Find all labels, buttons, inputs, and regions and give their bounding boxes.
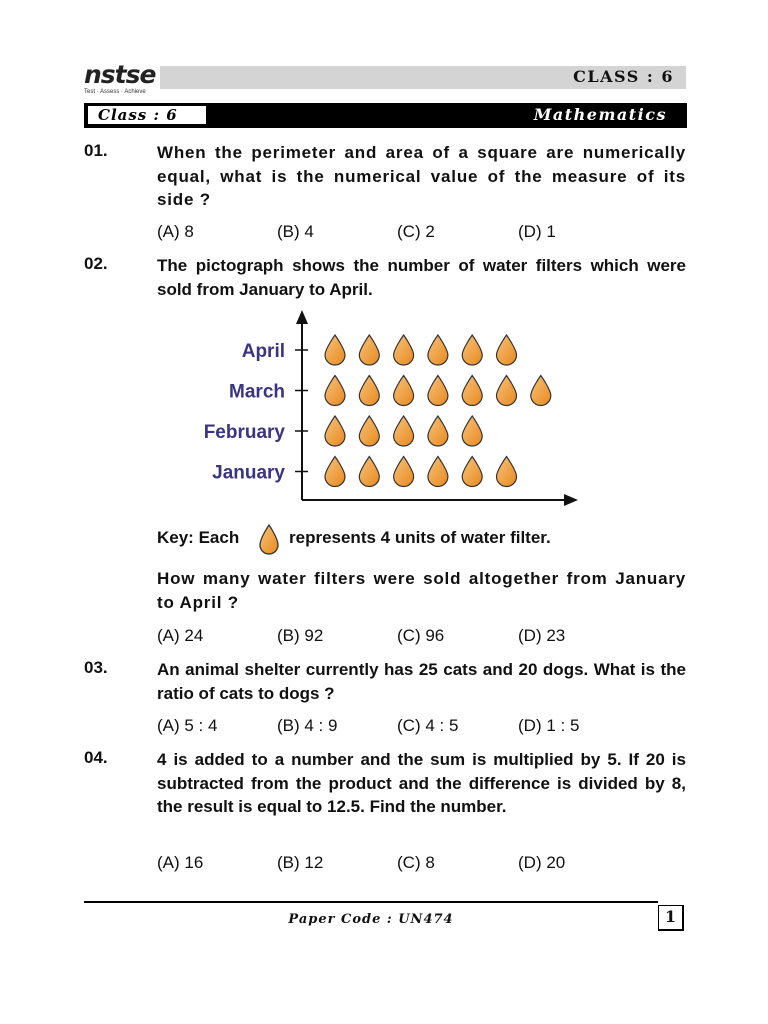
water-drop-icon (394, 376, 414, 406)
subject-title: Mathematics (533, 105, 667, 124)
option-b[interactable]: (B) 4 : 9 (277, 716, 338, 735)
question-number: 03. (84, 658, 108, 677)
class-box-label: Class : 6 (98, 106, 178, 124)
logo-text: nstse (84, 60, 156, 89)
water-drop-icon (325, 416, 345, 446)
option-c[interactable]: (C) 96 (397, 626, 445, 645)
option-a[interactable]: (A) 5 : 4 (157, 716, 218, 735)
water-drop-icon (359, 416, 379, 446)
question-text: The pictograph shows the number of water filters which were sold from January to April. (157, 256, 686, 299)
water-drop-icon (428, 416, 448, 446)
water-drop-icon (428, 335, 448, 365)
water-drop-icon (325, 457, 345, 487)
question-text: How many water filters were sold altogether from January to April ? (157, 569, 686, 612)
pictograph-chart (170, 300, 590, 515)
y-axis-arrow (296, 310, 308, 324)
key-row (157, 526, 686, 556)
option-d[interactable]: (D) 23 (518, 626, 566, 645)
question-text: An animal shelter currently has 25 cats and 20 dogs. What is the ratio of cats to dogs ? (157, 660, 686, 703)
water-drop-icon (497, 457, 517, 487)
water-drop-icon (394, 416, 414, 446)
key-prefix: Key: Each (157, 528, 240, 547)
category-label: January (212, 462, 285, 484)
class-box (87, 105, 207, 125)
option-b[interactable]: (B) 4 (277, 222, 314, 241)
category-label: March (229, 381, 285, 403)
water-drop-icon (462, 376, 482, 406)
water-drop-icon (325, 335, 345, 365)
question-text: 4 is added to a number and the sum is multiplied by 5. If 20 is subtracted from the product and the difference is divided by 8, the result is equal to 12.5. Find the number. (157, 750, 686, 816)
option-a[interactable]: (A) 16 (157, 853, 204, 872)
water-drop-icon (462, 457, 482, 487)
footer-divider (84, 901, 658, 903)
water-drop-icon (359, 457, 379, 487)
water-drop-icon (359, 335, 379, 365)
water-drop-icon (531, 376, 551, 406)
category-label: April (241, 341, 285, 362)
option-c[interactable]: (C) 2 (397, 222, 435, 241)
water-drop-icon (462, 335, 482, 365)
logo-tagline: Test · Assess · Achieve (84, 89, 146, 95)
key-suffix: represents 4 units of water filter. (289, 528, 551, 547)
option-b[interactable]: (B) 12 (277, 853, 324, 872)
water-drop-icon (325, 376, 345, 406)
option-a[interactable]: (A) 8 (157, 222, 194, 241)
question-number: 04. (84, 748, 108, 767)
nstse-logo (84, 62, 160, 98)
water-drop-icon (359, 376, 379, 406)
option-d[interactable]: (D) 1 : 5 (518, 716, 580, 735)
water-drop-icon (394, 457, 414, 487)
question-number: 02. (84, 254, 108, 273)
water-drop-icon (257, 523, 281, 555)
water-drop-icon (428, 376, 448, 406)
class-label: CLASS : 6 (573, 67, 674, 86)
water-drop-icon (428, 457, 448, 487)
category-label: February (203, 422, 285, 443)
option-c[interactable]: (C) 4 : 5 (397, 716, 459, 735)
water-drop-icon (497, 335, 517, 365)
page-number: 1 (658, 905, 684, 931)
class-header-bar (160, 66, 686, 89)
water-drop-icon (462, 416, 482, 446)
option-a[interactable]: (A) 24 (157, 626, 204, 645)
option-d[interactable]: (D) 20 (518, 853, 566, 872)
option-c[interactable]: (C) 8 (397, 853, 435, 872)
x-axis-arrow (564, 494, 578, 506)
question-number: 01. (84, 141, 108, 160)
option-b[interactable]: (B) 92 (277, 626, 324, 645)
water-drop-icon (497, 376, 517, 406)
water-drop-icon (394, 335, 414, 365)
question-text: When the perimeter and area of a square are numerically equal, what is the numerical value of the measure of its side ? (157, 143, 686, 209)
option-d[interactable]: (D) 1 (518, 222, 556, 241)
paper-code: Paper Code : UN474 (288, 912, 454, 927)
